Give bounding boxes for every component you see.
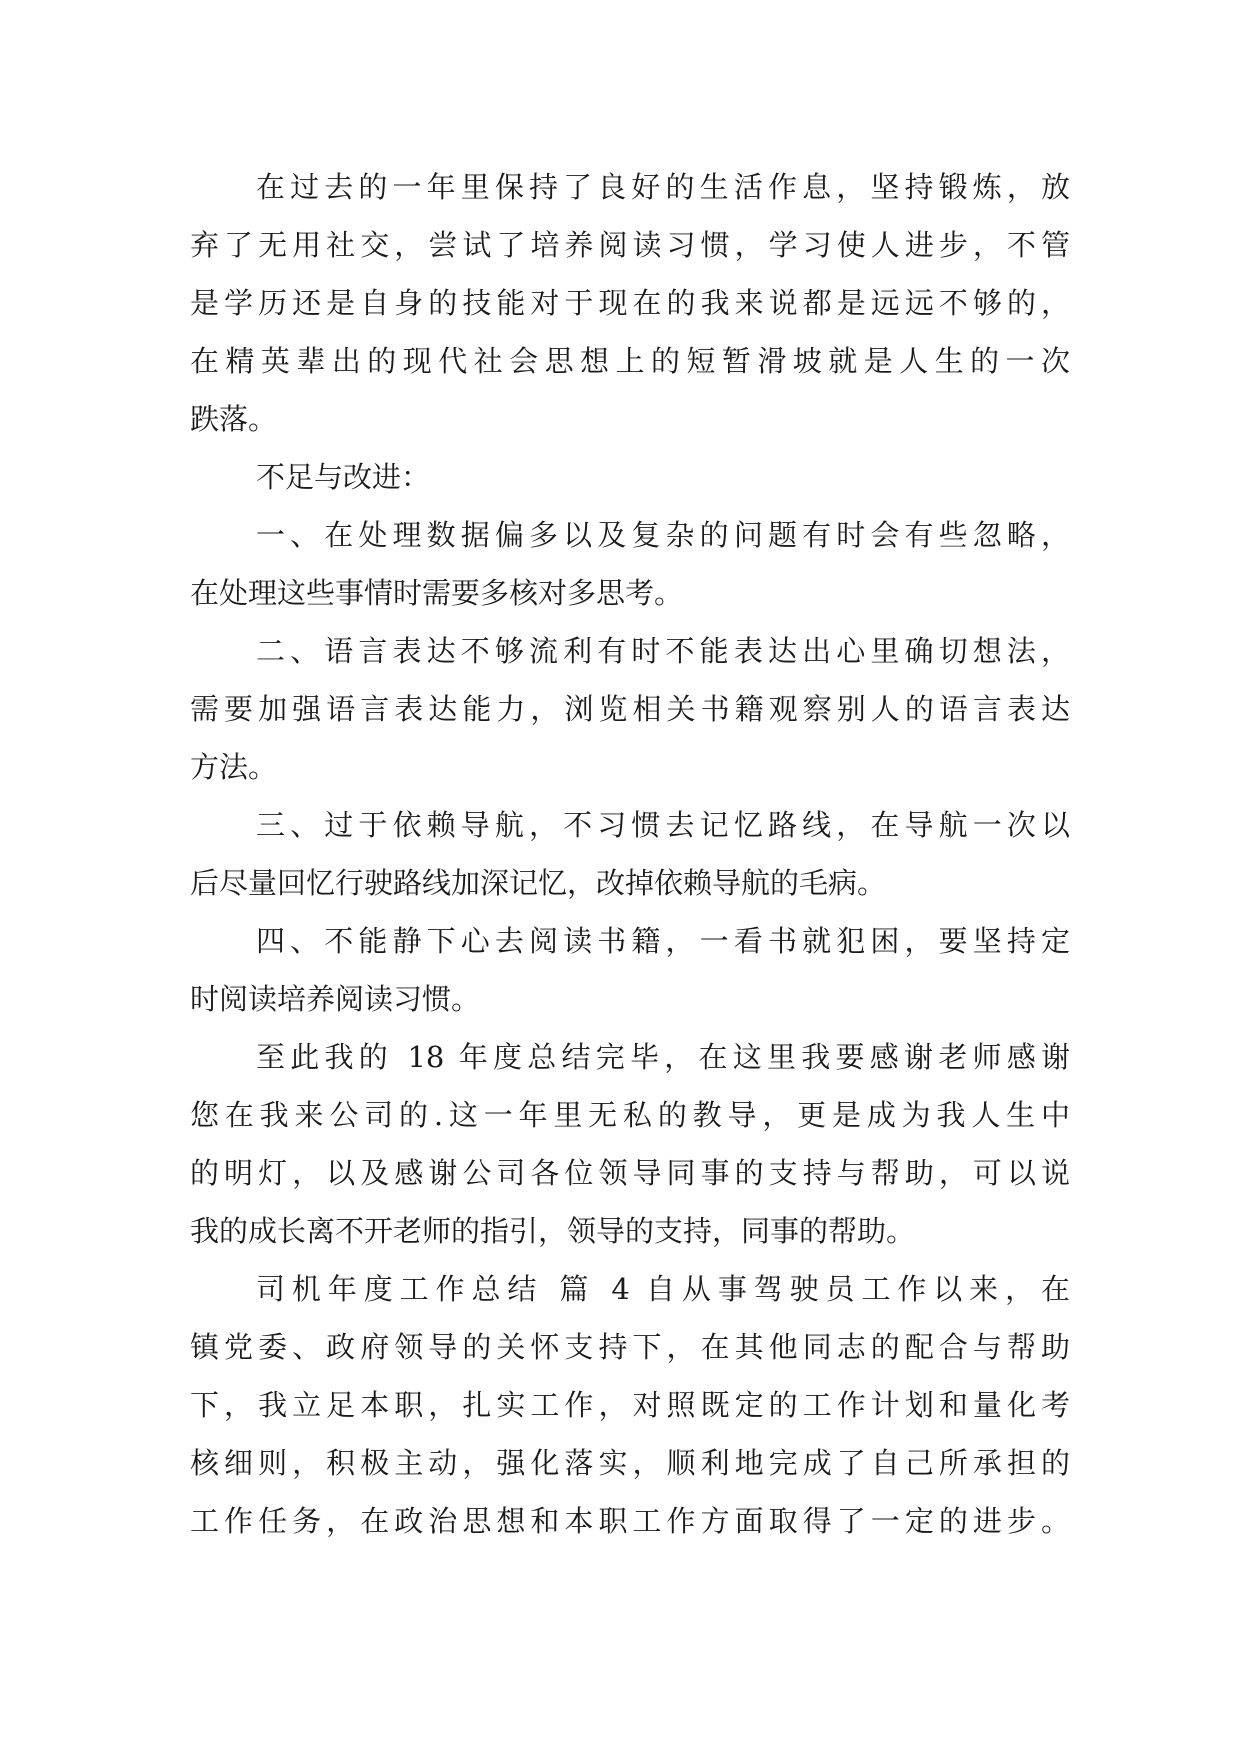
paragraph-line: 二、语言表达不够流利有时不能表达出心里确切想法， [256,634,1070,668]
paragraph-line: 镇党委、政府领导的关怀支持下，在其他同志的配合与帮助 [190,1330,1070,1364]
paragraph-line: 的明灯，以及感谢公司各位领导同事的支持与帮助，可以说 [190,1156,1070,1190]
paragraph-line: 三、过于依赖导航，不习惯去记忆路线，在导航一次以 [256,808,1070,842]
paragraph-line: 方法。 [190,750,278,784]
paragraph-line: 您在我来公司的.这一年里无私的教导，更是成为我人生中 [190,1098,1070,1132]
paragraph-line: 我的成长离不开老师的指引，领导的支持，同事的帮助。 [190,1214,916,1248]
paragraph-line: 下，我立足本职，扎实工作，对照既定的工作计划和量化考 [190,1388,1070,1422]
paragraph-line: 在处理这些事情时需要多核对多思考。 [190,576,684,610]
paragraph-line: 在精英辈出的现代社会思想上的短暂滑坡就是人生的一次 [190,344,1070,378]
paragraph-line: 弃了无用社交，尝试了培养阅读习惯，学习使人进步，不管 [190,228,1070,262]
paragraph-line: 后尽量回忆行驶路线加深记忆，改掉依赖导航的毛病。 [190,866,887,900]
paragraph-line: 四、不能静下心去阅读书籍，一看书就犯困，要坚持定 [256,924,1070,958]
paragraph-line: 时阅读培养阅读习惯。 [190,982,481,1016]
paragraph-line: 需要加强语言表达能力，浏览相关书籍观察别人的语言表达 [190,692,1070,726]
paragraph-line: 工作任务，在政治思想和本职工作方面取得了一定的进步。 [190,1504,1070,1538]
paragraph-line: 是学历还是自身的技能对于现在的我来说都是远远不够的， [190,286,1070,320]
section-heading: 不足与改进： [256,460,431,494]
paragraph-line: 跌落。 [190,402,278,436]
paragraph-line: 核细则，积极主动，强化落实，顺利地完成了自己所承担的 [190,1446,1070,1480]
paragraph-line: 一、在处理数据偏多以及复杂的问题有时会有些忽略， [256,518,1070,552]
paragraph-line: 至此我的 18 年度总结完毕，在这里我要感谢老师感谢 [256,1040,1070,1074]
paragraph-line: 在过去的一年里保持了良好的生活作息，坚持锻炼，放 [256,170,1070,204]
paragraph-line: 司机年度工作总结 篇 4 自从事驾驶员工作以来，在 [256,1272,1070,1306]
